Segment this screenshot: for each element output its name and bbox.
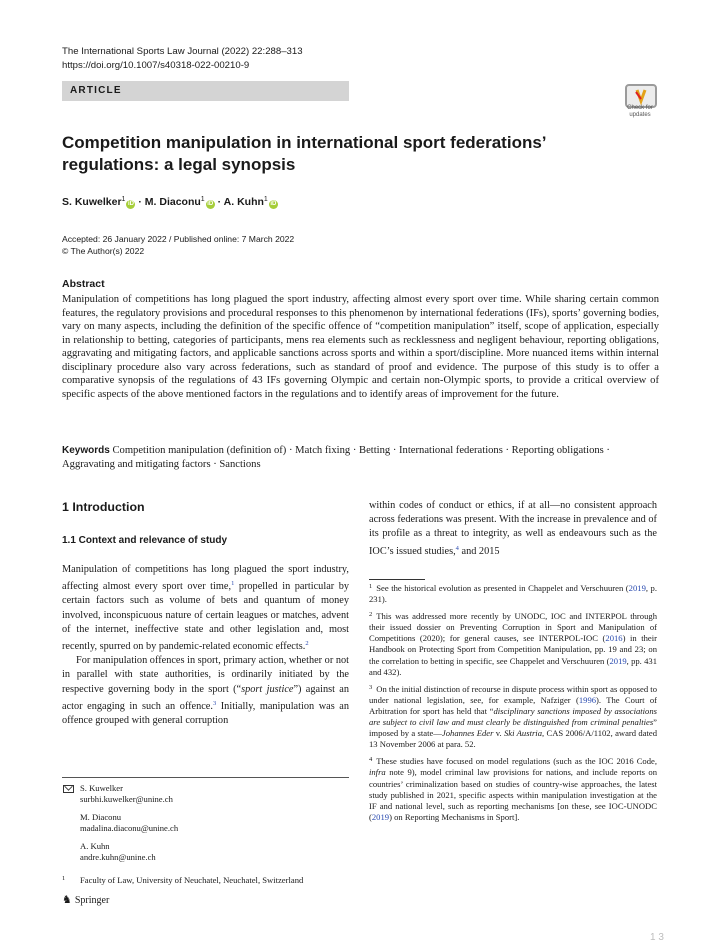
- text-run: note 9), model criminal law provisions for nations, and include reports on countries’ criminalization based on studies of country-wise approaches, the latest study published in 2021, specific aspects within manipulation investigation at the IF and national level, such as reporting mechanisms [on these, see IOC-UNODC (: [369, 767, 657, 822]
- case-party: Johannes Eder: [441, 728, 494, 739]
- affiliation-entry: [62, 875, 349, 886]
- footnote-number: 1: [369, 583, 373, 590]
- keywords: [62, 444, 659, 471]
- footnote-divider: [369, 579, 425, 580]
- footnote-ref-1[interactable]: 1: [231, 580, 235, 588]
- journal-citation: [62, 45, 303, 73]
- publisher-name: Springer: [74, 895, 110, 906]
- citation-link[interactable]: 2016: [605, 633, 623, 644]
- text-run: and 2015: [458, 545, 500, 557]
- affiliation-text: Faculty of Law, University of Neuchatel, Neuchatel, Switzerland: [80, 875, 304, 886]
- keywords-text: Competition manipulation (definition of) · Match fixing · Betting · International federations · Reporting obligations · Aggravating and mitigating factors · Sanctions: [62, 445, 610, 470]
- correspondent-name: S. Kuwelker: [80, 783, 123, 793]
- correspondent-name: A. Kuhn: [80, 840, 110, 851]
- check-for-updates-badge[interactable]: [622, 84, 658, 120]
- correspondence-divider: [62, 777, 349, 778]
- section-heading-introduction: 1 Introduction: [62, 500, 145, 514]
- abstract-heading: Abstract: [62, 278, 105, 290]
- text-run: ” imposed by a state—: [369, 717, 657, 739]
- text-run: ”) against an actor engaging in such an offence.: [62, 683, 349, 712]
- text-run: For manipulation offences in sport, primary action, whether or not in parallel with state authorities, is ordinarily initiated by the respective governing body in the sport (“: [62, 655, 349, 695]
- orcid-icon[interactable]: iD: [127, 201, 134, 207]
- accepted-published-date: Accepted: 26 January 2022 / Published online: 7 March 2022: [62, 234, 295, 244]
- author-affil-ref: 1: [200, 196, 205, 203]
- correspondence-block: [62, 783, 349, 893]
- text-run: propelled in particular by certain factors such as volume of bets and quantum of money involved, inconspicuous nature of certain leagues or matches, advent of the internet, ineffective state and other legislation and, most recently, spurred on by pandemic-related economic effects.: [62, 581, 349, 653]
- keywords-label: Keywords: [62, 445, 110, 456]
- text-run: , pp. 431 and 432).: [369, 655, 657, 677]
- text-run: On the initial distinction of recourse in dispute process within sport as opposed to under national legislation, see, for example, Nafziger (: [369, 683, 657, 705]
- author-separator: ·: [217, 196, 222, 208]
- springer-horse-icon: ♞: [62, 894, 72, 906]
- footnotes: [369, 581, 657, 827]
- left-column-body: [62, 563, 349, 728]
- correspondent-email[interactable]: surbhi.kuwelker@unine.ch: [80, 794, 173, 805]
- footnote-1: [369, 581, 657, 605]
- paragraph: [62, 654, 349, 728]
- footnote-4: [369, 754, 657, 823]
- text-run: ) on Reporting Mechanisms in Sport].: [389, 811, 520, 822]
- text-run: These studies have focused on model regulations (such as the IOC 2016 Code,: [376, 756, 657, 767]
- copyright-line: © The Author(s) 2022: [62, 246, 145, 256]
- text-run: within codes of conduct or ethics, if at all—no consistent approach across federations was present. With the increase in prevalence and of its profile as a threat to integrity, as well as endeavours such as the IOC’s issued studies,: [369, 500, 657, 557]
- check-updates-caption: Check for updates: [627, 105, 653, 118]
- affiliation-number: 1: [62, 875, 66, 883]
- publication-dates: [62, 233, 294, 257]
- footnote-number: 3: [369, 683, 373, 691]
- text-run: This was addressed more recently by UNODC, IOC and INTERPOL through their issued dossier on Preventing Corruption in Sport and Manipulation of Competitions (2020); for general causes, see INTERPOL-IOC (: [369, 611, 657, 644]
- italic-quote: disciplinary sanctions imposed by associations are subject to civil law and must clearly be distinguished from criminal penalties: [369, 705, 657, 728]
- citation-link[interactable]: 1996: [578, 694, 597, 705]
- correspondence-entry: [62, 812, 349, 835]
- right-column-body: [369, 499, 657, 559]
- author-affil-ref: 1: [263, 196, 268, 203]
- author-separator: ·: [138, 196, 142, 208]
- subsection-heading-context: 1.1 Context and relevance of study: [62, 535, 228, 546]
- footnote-number: 2: [369, 611, 373, 619]
- correspondent-email[interactable]: andre.kuhn@unine.ch: [80, 852, 156, 863]
- footnote-ref-4[interactable]: 4: [455, 544, 459, 552]
- paper-title: Competition manipulation in international sport federations’ regulations: a legal synopsis: [62, 133, 546, 174]
- text-run: Initially, manipulation was an offence grouped with general corruption: [62, 700, 349, 727]
- paragraph: [62, 563, 349, 654]
- text-run: Manipulation of competitions has long plagued the sport industry, affecting almost every sport over time,: [62, 564, 349, 593]
- correspondence-entry: [62, 841, 349, 864]
- author-name[interactable]: S. Kuwelker: [62, 196, 122, 208]
- author-name[interactable]: A. Kuhn: [223, 196, 264, 208]
- footnote-ref-2[interactable]: 2: [305, 640, 309, 648]
- correspondence-entry: [62, 783, 349, 806]
- footnote-ref-3[interactable]: 3: [212, 699, 217, 707]
- orcid-icon[interactable]: iD: [270, 201, 277, 207]
- text-run: v.: [493, 728, 504, 739]
- text-run: , CAS 2006/A/1102, award dated 13 November 2006 at para. 52.: [369, 728, 658, 750]
- footnote-3: [369, 682, 657, 751]
- author-affil-ref: 1: [121, 196, 126, 203]
- doi-link[interactable]: https://doi.org/10.1007/s40318-022-00210-9: [62, 60, 250, 71]
- article-type-label: ARTICLE: [70, 85, 122, 96]
- correspondent-name: M. Diaconu: [80, 811, 122, 822]
- italic-term: infra: [369, 767, 386, 778]
- text-run: , p. 231).: [369, 583, 657, 605]
- case-party: Ski Austria: [504, 728, 542, 739]
- abstract-text: Manipulation of competitions has long plagued the sport industry, affecting almost every sport over time. While sharing certain common features, the regulatory provisions and procedural responses to this phenomenon by international federations (IFs), sports’ governing bodies, vary on many aspects, including the definition of the specific offence of “competition manipulation” itself, scope of application, especially in relationship to betting, categories of participants, mens rea elements such as recklessness and negligent behaviour, reporting obligations, aggravating and mitigating factors, and applicable sanctions across sports and within a sport/discipline. More nuanced items within internal disciplinary procedure also vary across federations, such as standard of proof and evidence. The purpose of this study is to offer a comparative synopsis of the regulations of 43 IFs governing Olympic and certain non-Olympic sports, to provide a critical overview of specific aspects of the above mentioned factors in the regulations and to identify areas of improvement for the future.: [62, 294, 659, 400]
- text-run: ). The Court of Arbitration for sport has held that “: [369, 694, 657, 716]
- citation-link[interactable]: 2019: [371, 811, 390, 822]
- italic-term: sport justice: [241, 683, 294, 695]
- page-number-watermark: 1 3: [650, 932, 664, 943]
- envelope-icon: [63, 785, 74, 793]
- citation-link[interactable]: 2019: [609, 655, 627, 666]
- author-list: [62, 196, 278, 209]
- citation-link[interactable]: 2019: [628, 583, 646, 593]
- text-run: See the historical evolution as presented in Chappelet and Verschuuren (: [376, 583, 629, 593]
- publisher-logo: [62, 893, 109, 906]
- journal-name: The International Sports Law Journal (2022) 22:288–313: [62, 46, 303, 57]
- footnote-number: 4: [369, 756, 373, 764]
- correspondent-email[interactable]: madalina.diaconu@unine.ch: [80, 823, 179, 834]
- orcid-icon[interactable]: iD: [207, 201, 214, 207]
- author-name[interactable]: M. Diaconu: [144, 196, 201, 208]
- text-run: ) in their Handbook on Protecting Sport from Competition Manipulation, pp. 19 and 23; on the correlation to betting in specific, see Chappelet and Verschuuren (: [369, 633, 657, 666]
- footnote-2: [369, 609, 657, 678]
